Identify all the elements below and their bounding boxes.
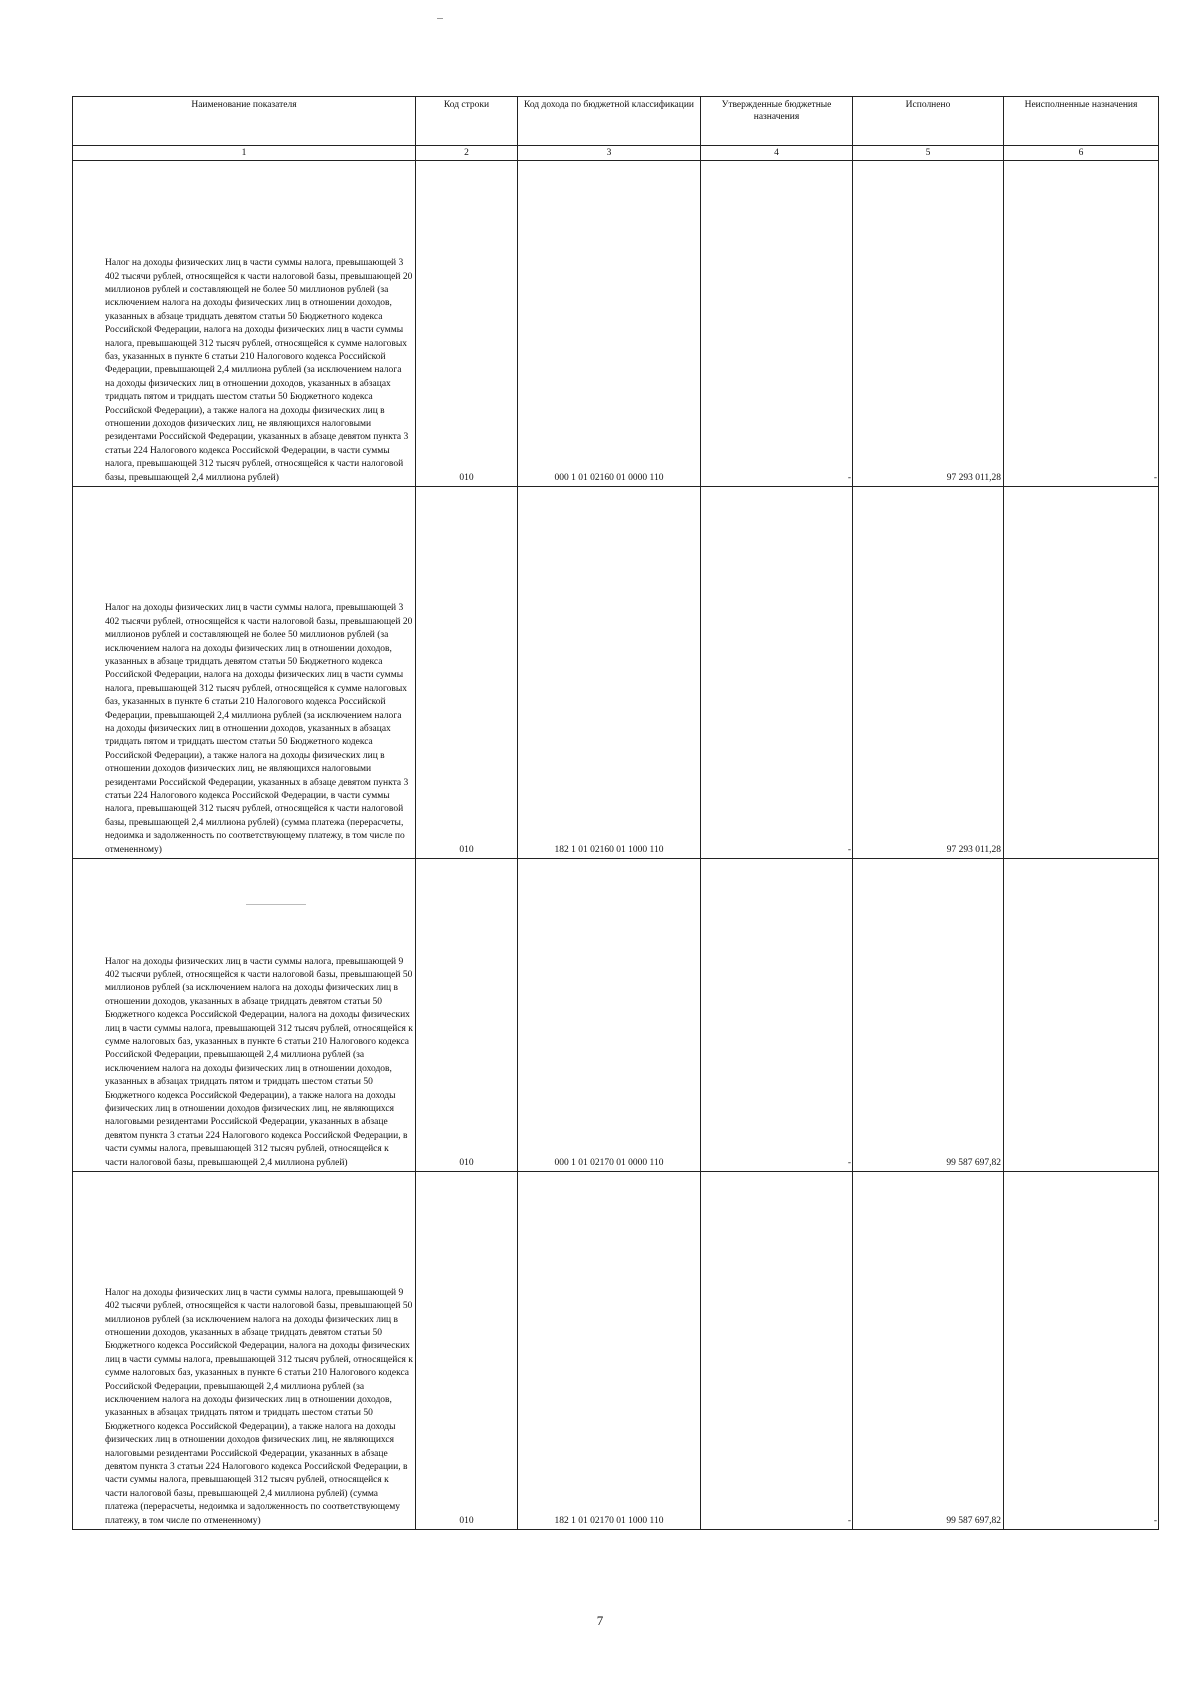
column-number: 6 xyxy=(1004,146,1159,161)
unexecuted-cell: - xyxy=(1004,161,1159,487)
scan-speck xyxy=(437,18,443,19)
table-row xyxy=(73,1172,1159,1530)
header-income-code: Код дохода по бюджетной классификации xyxy=(518,97,701,146)
income-table xyxy=(72,96,1159,1530)
indicator-name: Налог на доходы физических лиц в части суммы налога, превышающей 3 402 тысячи рублей, относящейся к части налоговой базы, превышающей 20 миллионов рублей и составляющей не более 50 миллионов рублей (за исключением налога на доходы физических лиц в отношении доходов, указанных в абзаце тридцать девятом статьи 50 Бюджетного кодекса Российской Федерации, налога на доходы физических лиц в части суммы налога, превышающей 312 тысяч рублей, относящейся к сумме налоговых баз, указанных в пункте 6 статьи 210 Налогового кодекса Российской Федерации, превышающей 2,4 миллиона рублей (за исключением налога на доходы физических лиц в отношении доходов, указанных в абзацах тридцать пятом и тридцать шестом статьи 50 Бюджетного кодекса Российской Федерации), а также налога на доходы физических лиц в отношении доходов физических лиц, не являющихся налоговыми резидентами Российской Федерации, указанных в абзаце девятом пункта 3 статьи 224 Налогового кодекса Российской Федерации, в части суммы налога, превышающей 312 тысяч рублей, относящейся к части налоговой базы, превышающей 2,4 миллиона рублей) (сумма платежа (перерасчеты, недоимка и задолженность по соответствующему платежу, в том числе по отмененному) xyxy=(105,603,413,855)
executed-cell: 97 293 011,28 xyxy=(853,161,1004,487)
line-code-cell: 010 xyxy=(416,859,518,1172)
scan-speck xyxy=(246,904,306,905)
table-row xyxy=(73,859,1159,1172)
column-number: 1 xyxy=(73,146,416,161)
column-number-row xyxy=(73,146,1159,161)
indicator-name-cell xyxy=(73,487,416,859)
column-number: 5 xyxy=(853,146,1004,161)
executed-cell: 99 587 697,82 xyxy=(853,1172,1004,1530)
report-sheet xyxy=(72,96,1158,1530)
header-indicator-name: Наименование показателя xyxy=(73,97,416,146)
unexecuted-cell: - xyxy=(1004,1172,1159,1530)
header-unexecuted: Неисполненные назначения xyxy=(1004,97,1159,146)
indicator-name: Налог на доходы физических лиц в части суммы налога, превышающей 3 402 тысячи рублей, относящейся к части налоговой базы, превышающей 20 миллионов рублей и составляющей не более 50 миллионов рублей (за исключением налога на доходы физических лиц в отношении доходов, указанных в абзаце тридцать девятом статьи 50 Бюджетного кодекса Российской Федерации, налога на доходы физических лиц в части суммы налога, превышающей 312 тысяч рублей, относящейся к сумме налоговых баз, указанных в пункте 6 статьи 210 Налогового кодекса Российской Федерации, превышающей 2,4 миллиона рублей (за исключением налога на доходы физических лиц в отношении доходов, указанных в абзацах тридцать пятом и тридцать шестом статьи 50 Бюджетного кодекса Российской Федерации), а также налога на доходы физических лиц в отношении доходов физических лиц, не являющихся налоговыми резидентами Российской Федерации, указанных в абзаце девятом пункта 3 статьи 224 Налогового кодекса Российской Федерации, в части суммы налога, превышающей 312 тысяч рублей, относящейся к части налоговой базы, превышающей 2,4 миллиона рублей) xyxy=(105,258,413,483)
approved-cell: - xyxy=(701,1172,853,1530)
table-row xyxy=(73,487,1159,859)
column-number: 2 xyxy=(416,146,518,161)
unexecuted-cell xyxy=(1004,859,1159,1172)
table-row xyxy=(73,161,1159,487)
income-code-cell: 182 1 01 02170 01 1000 110 xyxy=(518,1172,701,1530)
header-executed: Исполнено xyxy=(853,97,1004,146)
column-number: 3 xyxy=(518,146,701,161)
column-number: 4 xyxy=(701,146,853,161)
approved-cell: - xyxy=(701,161,853,487)
executed-cell: 99 587 697,82 xyxy=(853,859,1004,1172)
approved-cell: - xyxy=(701,487,853,859)
income-code-cell: 000 1 01 02160 01 0000 110 xyxy=(518,161,701,487)
income-code-cell: 182 1 01 02160 01 1000 110 xyxy=(518,487,701,859)
approved-cell: - xyxy=(701,859,853,1172)
unexecuted-cell xyxy=(1004,487,1159,859)
header-approved: Утвержденные бюджетные назначения xyxy=(701,97,853,146)
header-line-code: Код строки xyxy=(416,97,518,146)
executed-cell: 97 293 011,28 xyxy=(853,487,1004,859)
indicator-name: Налог на доходы физических лиц в части суммы налога, превышающей 9 402 тысячи рублей, относящейся к части налоговой базы, превышающей 50 миллионов рублей (за исключением налога на доходы физических лиц в отношении доходов, указанных в абзаце тридцать девятом статьи 50 Бюджетного кодекса Российской Федерации, налога на доходы физических лиц в части суммы налога, превышающей 312 тысяч рублей, относящейся к сумме налоговых баз, указанных в пункте 6 статьи 210 Налогового кодекса Российской Федерации, превышающей 2,4 миллиона рублей (за исключением налога на доходы физических лиц в отношении доходов, указанных в абзацах тридцать пятом и тридцать шестом статьи 50 Бюджетного кодекса Российской Федерации), а также налога на доходы физических лиц в отношении доходов физических лиц, не являющихся налоговыми резидентами Российской Федерации, указанных в абзаце девятом пункта 3 статьи 224 Налогового кодекса Российской Федерации, в части суммы налога, превышающей 312 тысяч рублей, относящейся к части налоговой базы, превышающей 2,4 миллиона рублей) xyxy=(105,956,413,1168)
indicator-name: Налог на доходы физических лиц в части суммы налога, превышающей 9 402 тысячи рублей, относящейся к части налоговой базы, превышающей 50 миллионов рублей (за исключением налога на доходы физических лиц в отношении доходов, указанных в абзаце тридцать девятом статьи 50 Бюджетного кодекса Российской Федерации, налога на доходы физических лиц в части суммы налога, превышающей 312 тысяч рублей, относящейся к сумме налоговых баз, указанных в пункте 6 статьи 210 Налогового кодекса Российской Федерации, превышающей 2,4 миллиона рублей (за исключением налога на доходы физических лиц в отношении доходов, указанных в абзацах тридцать пятом и тридцать шестом статьи 50 Бюджетного кодекса Российской Федерации), а также налога на доходы физических лиц в отношении доходов физических лиц, не являющихся налоговыми резидентами Российской Федерации, указанных в абзаце девятом пункта 3 статьи 224 Налогового кодекса Российской Федерации, в части суммы налога, превышающей 312 тысяч рублей, относящейся к части налоговой базы, превышающей 2,4 миллиона рублей) (сумма платежа (перерасчеты, недоимка и задолженность по соответствующему платежу, в том числе по отмененному) xyxy=(105,1287,413,1526)
line-code-cell: 010 xyxy=(416,487,518,859)
indicator-name-cell xyxy=(73,1172,416,1530)
income-code-cell: 000 1 01 02170 01 0000 110 xyxy=(518,859,701,1172)
line-code-cell: 010 xyxy=(416,161,518,487)
indicator-name-cell xyxy=(73,161,416,487)
indicator-name-cell xyxy=(73,859,416,1172)
page-number: 7 xyxy=(596,1613,604,1628)
header-row xyxy=(73,97,1159,146)
line-code-cell: 010 xyxy=(416,1172,518,1530)
